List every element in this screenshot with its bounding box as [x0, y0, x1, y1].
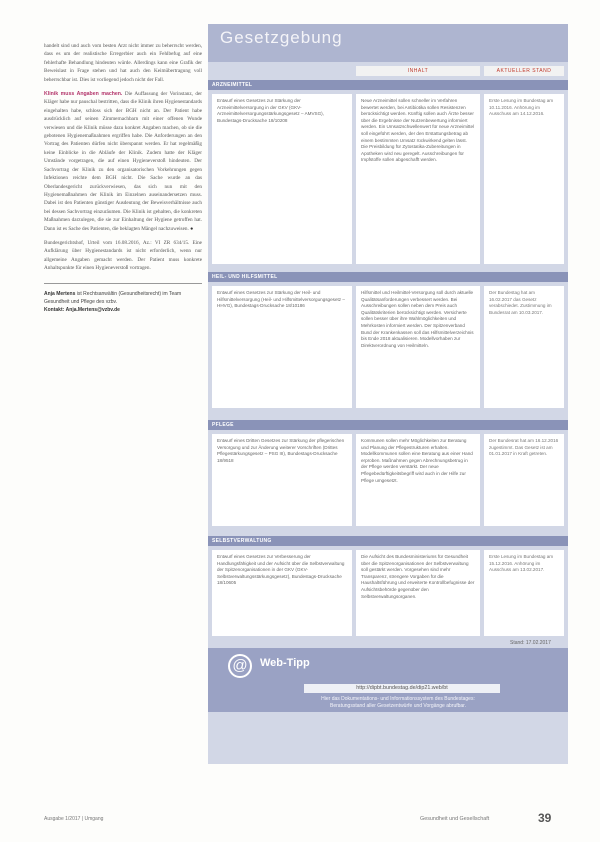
web-tip-text: Beratungsstand aller Gesetzentwürfe und Vorgänge abrufbar. — [330, 703, 466, 709]
section-label: ARZNEIMITTEL — [212, 82, 253, 88]
contact-email[interactable]: Anja.Mertens@vzbv.de — [65, 306, 120, 313]
divider — [44, 283, 202, 284]
article-paragraph-lead — [44, 90, 202, 233]
article-paragraph: Bundesgerichtshof, Urteil vom 16.08.2016, Az.: VI ZR 634/15. Eine Aufklärung über Hygienestandards ist nicht erforderlich, wenn nur allgemeine Angaben gemacht werden. Der Patient muss konkrete Anhaltspunkte für einen Hygieneverstoß vortragen. — [44, 239, 202, 272]
article-text: Die Auffassung der Vorinstanz, der Kläger habe nur pauschal bestritten, dass die Klinik ihren Hygienestandards eingehalten habe, schloss sich der BGH nicht an. Der Patient habe ausdrücklich auf seinen Zimmernachbarn mit einer offenen Wunde verwiesen und die Klinik müsse dazu konkret Angaben machen, ob sie die gebotenen Hygienemaßnahmen ergriffen habe. Die Anforderungen an den Vortrag des Patienten dürfen nicht überspannt werden. Er hat regelmäßig keine Einblicke in die Abläufe der Klinik. Zudem hatte der Kläger Umstände vorgetragen, die auf einen Hygieneverstoß hindeuten. Der Sachvortrag der Klinik zu den organisatorischen Vorkehrungen gegen Infektionen reichte dem BGH nicht. Die Sache wurde an das Oberlandesgericht zurückverwiesen, das sich nun mit den Hygienemaßnahmen der Klinik im Einzelnen auseinandersetzen muss. Dabei ist den Patienten günstiger Ausdeutung der Beweisverhältnisse auch bei dessen Sachvortrag einzuräumen. Die Klinik ist gehalten, die konkreten Maßnahmen darzulegen, die sie zur Einhaltung der Hygiene getroffen hat. Dann ist es Sache des Patienten, die beklagten Mängel nachzuweisen. — [44, 91, 203, 232]
section-band — [208, 536, 568, 546]
article-column — [44, 42, 202, 314]
content-cell: Hilfsmittel und Heilmittel-Versorgung soll durch aktuelle Qualitätsanforderungen verbessert werden. Bei Ausschreibungen sollen neben dem Preis auch Qualitätskriterien berücksichtigt werden. Versicherte sollen besser über ihre Wahlmöglichkeiten und Mehrkosten informiert werden. Der Spitzenverband Bund der Krankenkassen soll das Hilfsmittelverzeichnis bis Ende 2018 aktualisieren. Modellvorhaben zur Direktverordnung von Heilmitteln. — [356, 286, 480, 408]
author-box — [44, 290, 202, 314]
page-number: 39 — [538, 811, 552, 825]
content-cell: Die Aufsicht des Bundesministeriums für Gesundheit über die Spitzenorganisationen der Selbstverwaltung soll gestärkt werden. Vorgesehen sind mehr Transparenz, strengere Vorgaben für die Haushaltsführung und erweiterte Kontrollbefugnisse der Aufsichtsbehörde gegenüber den Selbstverwaltungsorganen. — [356, 550, 480, 636]
web-tip-text: Hier das Dokumentations- und Informationssystem des Bundestages: — [321, 696, 475, 702]
web-tip-title: Web-Tipp — [260, 657, 310, 669]
status-cell: Der Bundestag hat am 16.02.2017 das Gesetz verabschiedet. Zustimmung im Bundesrat am 10.03.2017. — [484, 286, 564, 408]
section-band — [208, 420, 568, 430]
section-label: HEIL- UND HILFSMITTEL — [212, 274, 278, 280]
table-section — [208, 420, 568, 530]
status-cell: Erste Lesung im Bundestag am 10.11.2016. Anhörung im Ausschuss am 14.12.2016. — [484, 94, 564, 264]
table-section — [208, 536, 568, 640]
status-cell: Der Bundesrat hat am 16.12.2016 zugestimmt. Das Gesetz ist am 01.01.2017 in Kraft getreten. — [484, 434, 564, 526]
footer-magazine-name: Gesundheit und Gesellschaft — [420, 816, 490, 822]
end-mark-icon: ● — [190, 225, 194, 232]
footer-issue: Ausgabe 1/2017 | Umgang — [44, 816, 104, 822]
column-header-status: AKTUELLER STAND — [484, 66, 564, 76]
section-band — [208, 272, 568, 282]
web-tip-link[interactable]: http://dipbt.bundestag.de/dip21.web/bt — [304, 684, 500, 693]
content-cell: Kommunen sollen mehr Möglichkeiten zur Beratung und Planung der Pflegestrukturen erhalten. Modellkommunen sollen eine Beratung aus einer Hand erproben. Maßnahmen gegen Abrechnungsbetrug in der Pflege werden verstärkt. Der neue Pflegebedürftigkeitsbegriff wird auch in der Hilfe zur Pflege umgesetzt. — [356, 434, 480, 526]
article-paragraph: handelt sind und auch vom besten Arzt nicht immer zu beherrscht werden, dass es um der realistische Erregerbier auch ein Fehlbefug auf eine fehlerhafte Behandlung hindeuten würde. Allerdings kann eine Grafik der Beweislast in Frage stehen und hat auch den Keimübertragung voll beherrschbar ist. Dies ist vorliegend jedoch nicht der Fall. — [44, 43, 202, 83]
stand-date: Stand: 17.02.2017 — [510, 640, 551, 646]
law-title-cell: Entwurf eines Gesetzes zur Stärkung der Arzneimittelversorgung in der GKV (GKV-Arzneimittelversorgungsstärkungsgesetz – AMVSG), Bundestags-Drucksache 18/10208 — [212, 94, 352, 264]
at-sign-icon: @ — [228, 654, 252, 678]
author-description: ist Rechtsanwältin (Gesundheitsrecht) im Team Gesundheit und Pflege des vzbv. — [44, 290, 182, 305]
web-tip-box — [208, 648, 568, 712]
section-band — [208, 80, 568, 90]
subheading: Klinik muss Angaben machen. — [44, 91, 123, 98]
status-cell: Erste Lesung im Bundestag am 15.12.2016. Anhörung im Ausschuss am 13.02.2017. — [484, 550, 564, 636]
law-title-cell: Entwurf eines Dritten Gesetzes zur Stärkung der pflegerischen Versorgung und zur Änderung weiterer Vorschriften (Drittes Pflegestärkungsgesetz – PSG III), Bundestags-Drucksache 18/9518 — [212, 434, 352, 526]
author-name: Anja Mertens — [44, 290, 76, 297]
section-label: SELBSTVERWALTUNG — [212, 538, 272, 544]
section-label: PFLEGE — [212, 422, 234, 428]
law-title-cell: Entwurf eines Gesetzes zur Verbesserung der Handlungsfähigkeit und der Aufsicht über die Selbstverwaltung der Spitzenorganisationen in der GKV (GKV-Selbstverwaltungsstärkungsgesetz), Bundestags-Drucksache 18/10605 — [212, 550, 352, 636]
table-section — [208, 80, 568, 268]
law-title-cell: Entwurf eines Gesetzes zur Stärkung der Heil- und Hilfsmittelversorgung (Heil- und Hilfsmittelversorgungsgesetz – HHVG), Bundestags-Drucksache 18/10186 — [212, 286, 352, 408]
panel-header — [208, 24, 568, 62]
column-header-content: INHALT — [356, 66, 480, 76]
content-cell: Neue Arzneimittel sollen schneller im Verfahren bewertet werden, bei Antibiotika sollen Resistenzen berücksichtigt werden. Künftig sollen auch Ärzte besser über die Ergebnisse der Nutzenbewertung informiert werden. Ein Umsatzschwellenwert für neue Arzneimittel soll eingeführt werden, der den Erstattungsbetrag ab einem bestimmten Umsatz rückwirkend gelten lässt. Die Preisbildung für Zytostatika-Zubereitungen in Apotheken wird neu geregelt. Ausschreibungen für Impfstoffe sollen abgeschafft werden. — [356, 94, 480, 264]
table-section — [208, 272, 568, 412]
panel-title: Gesetzgebung — [220, 28, 343, 47]
contact-label: Kontakt: — [44, 306, 65, 313]
